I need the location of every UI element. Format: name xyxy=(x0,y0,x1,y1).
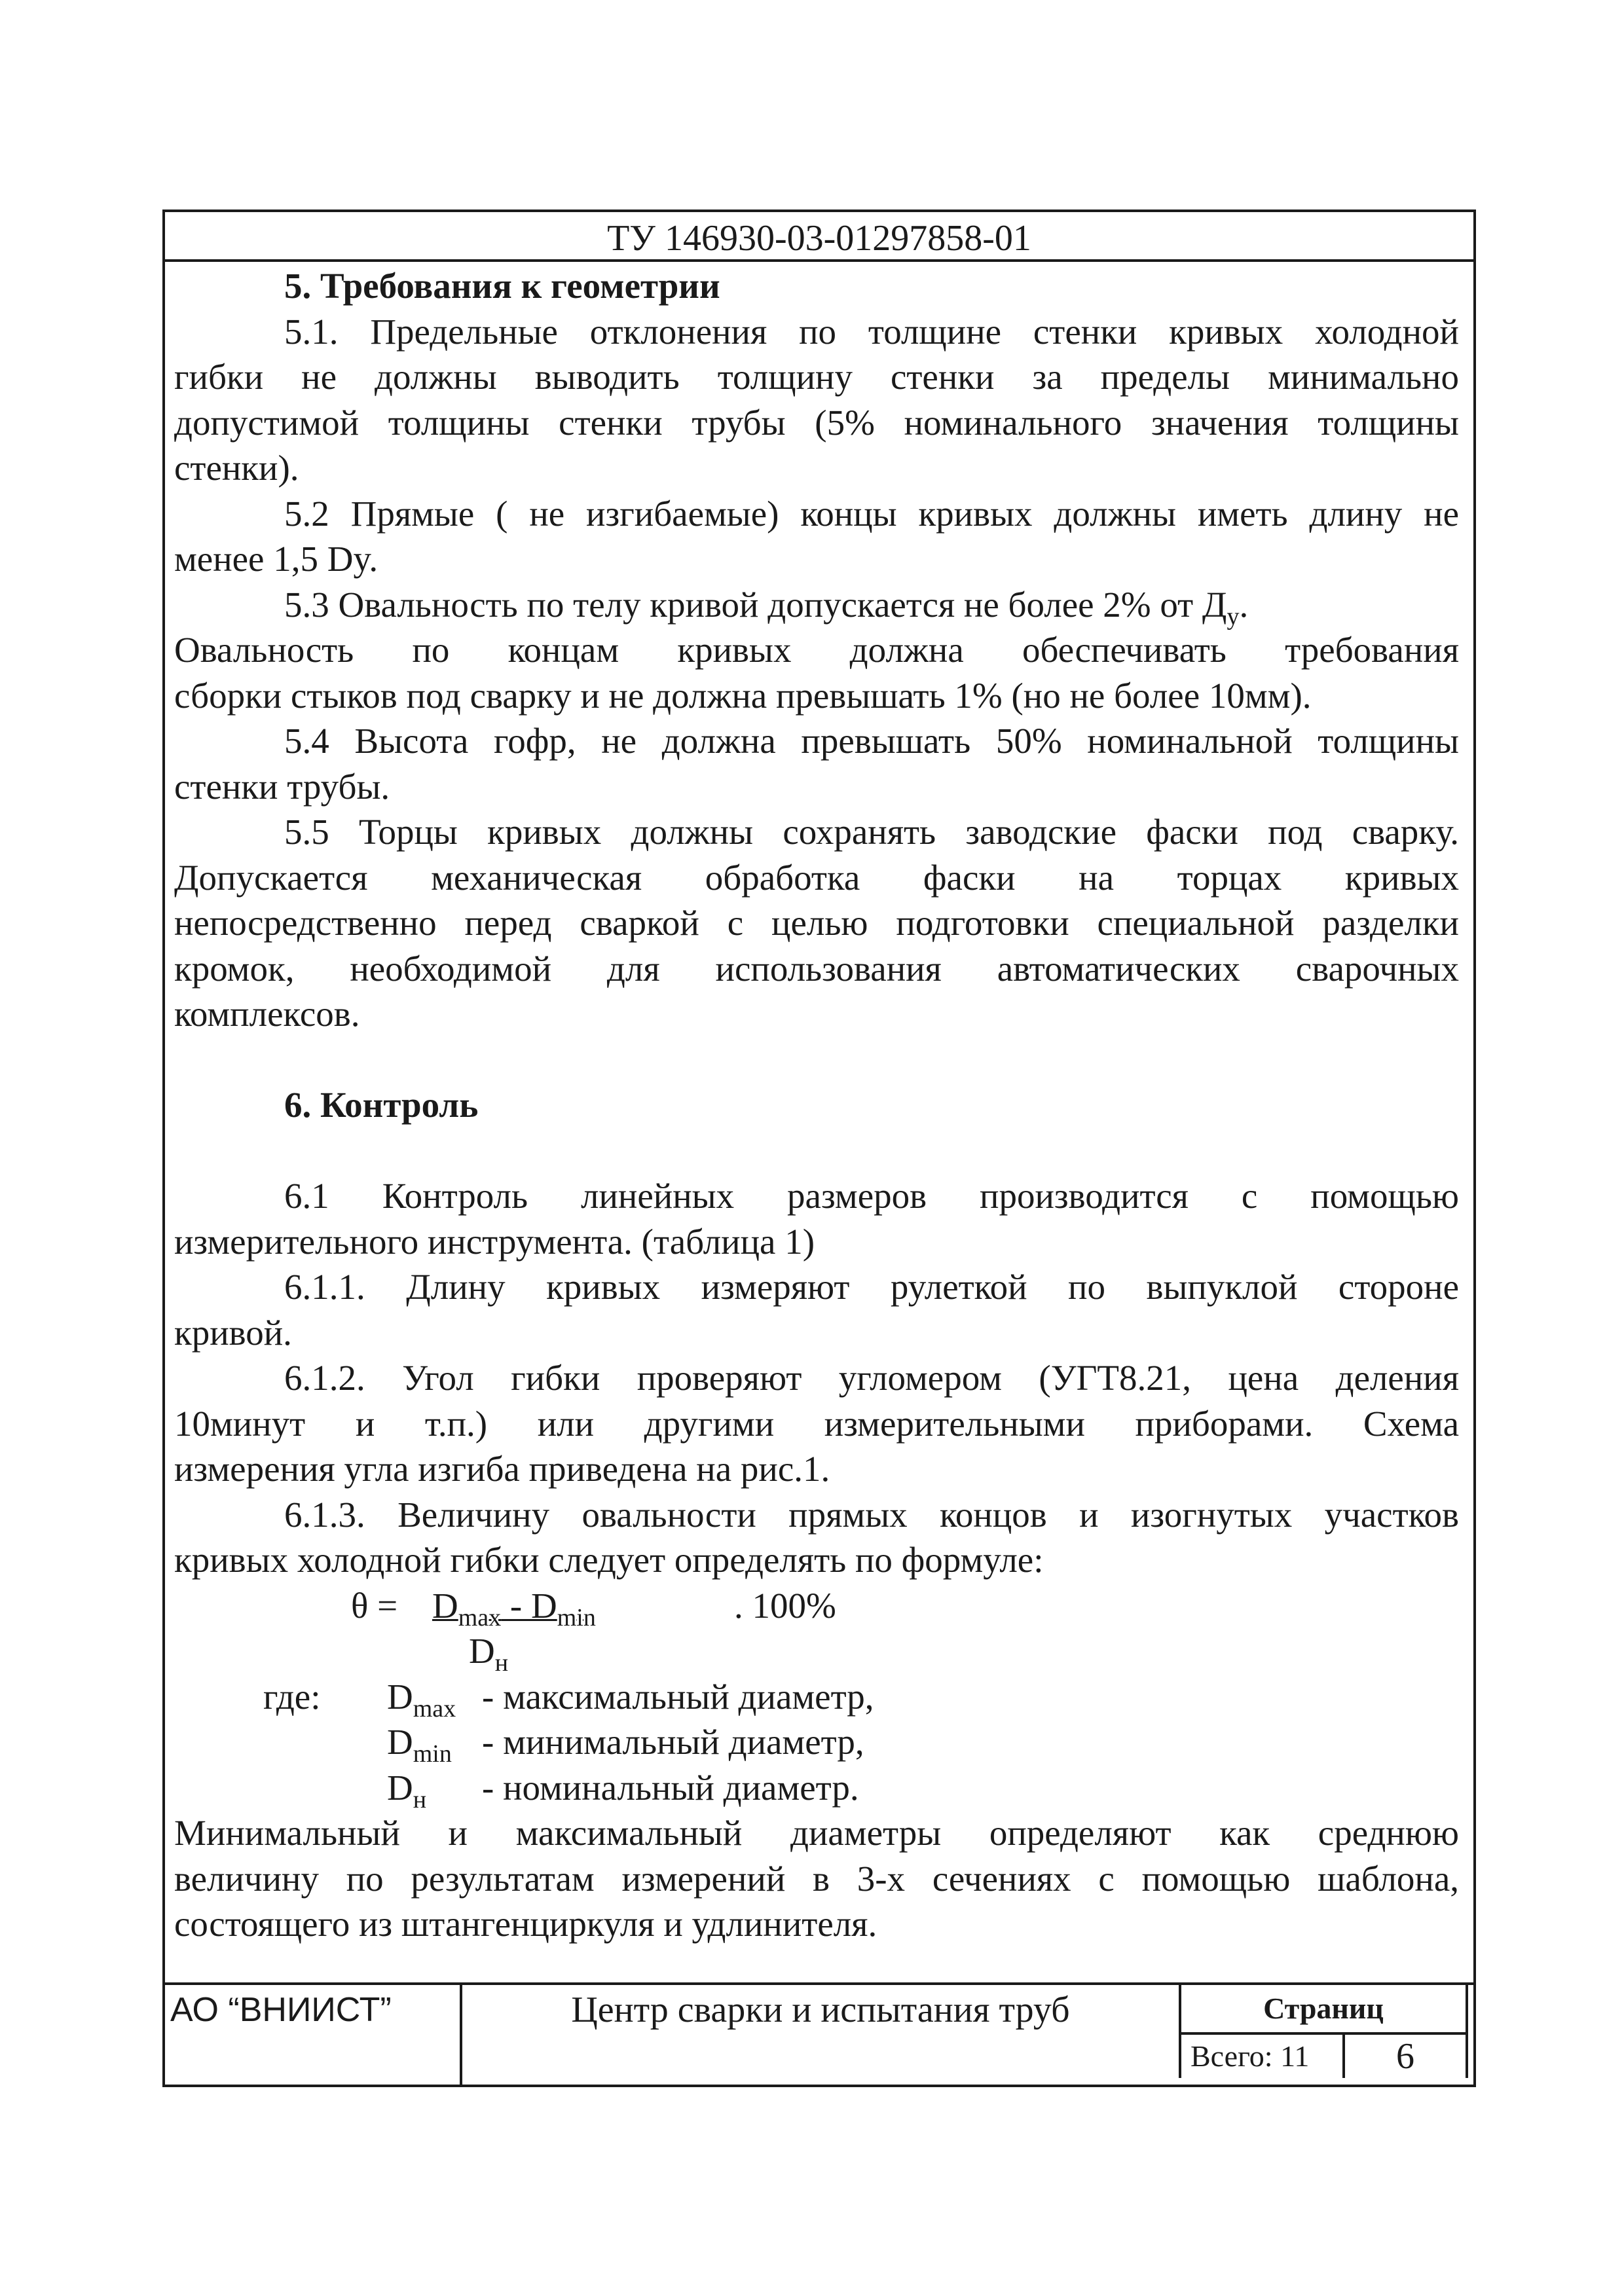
paragraph-line: 6.1.1. Длину кривых измеряют рулеткой по выпуклой стороне xyxy=(284,1267,1459,1307)
paragraph-line: 6.1.3. Величину овальности прямых концов и изогнутых участков xyxy=(284,1494,1459,1535)
paragraph-line: 10минут и т.п.) или другими измерительными приборами. Схема xyxy=(174,1403,1459,1444)
paragraph-line: 5.2 Прямые ( не изгибаемые) концы кривых должны иметь длину не xyxy=(284,493,1459,534)
page-number: 6 xyxy=(1396,2036,1414,2077)
formula-minus: - xyxy=(501,1585,531,1626)
paragraph-line: менее 1,5 Dy. xyxy=(174,539,378,579)
formula-denominator-line xyxy=(174,1628,1459,1677)
formula-dn-sub: н xyxy=(494,1649,509,1677)
pages-box xyxy=(1179,1985,1468,2078)
paragraph-line: 5.5 Торцы кривых должны сохранять заводские фаски под сварку. xyxy=(284,812,1459,852)
paragraph-line: кромок, необходимой для использования автоматических сварочных xyxy=(174,948,1459,989)
paragraph-line: непосредственно перед сваркой с целью подготовки специальной разделки xyxy=(174,903,1459,943)
ovality-formula xyxy=(174,1583,1459,1629)
paragraph-line: кривых холодной гибки следует определять по формуле: xyxy=(174,1540,1044,1580)
paragraph-line: Минимальный и максимальный диаметры определяют как среднюю xyxy=(174,1813,1459,1853)
title-block xyxy=(165,1982,1473,2085)
where-description: - номинальный диаметр. xyxy=(482,1767,859,1808)
document-body xyxy=(174,263,1459,1947)
where-description: - минимальный диаметр, xyxy=(482,1722,864,1762)
paragraph-line: состоящего из штангенциркуля и удлинителя. xyxy=(174,1904,877,1944)
paragraph-line: 5.4 Высота гофр, не должна превышать 50% номинальной толщины xyxy=(284,721,1459,761)
paragraph-line: 5.1. Предельные отклонения по толщине стенки кривых холодной xyxy=(284,311,1459,352)
paragraph-line: Овальность по концам кривых должна обеспечивать требования xyxy=(174,630,1459,670)
paragraph-line: измерения угла изгиба приведена на рис.1. xyxy=(174,1449,830,1489)
doc-code-header: ТУ 146930-03-01297858-01 xyxy=(165,212,1473,262)
subscript: у xyxy=(1227,602,1240,630)
paragraph-line: стенки трубы. xyxy=(174,766,390,807)
symbol-sub: min xyxy=(413,1740,452,1768)
total-pages: Всего: 11 xyxy=(1181,2035,1345,2078)
paragraph-text: 5.3 Овальность по телу кривой допускается не более 2% от Д xyxy=(284,584,1227,625)
document-frame xyxy=(162,210,1476,2087)
paragraph-line: 6.1 Контроль линейных размеров производится с помощью xyxy=(284,1176,1459,1216)
where-row xyxy=(174,1674,1459,1720)
paragraph-line-5-3 xyxy=(174,582,1459,628)
paragraph-text: . xyxy=(1239,584,1249,625)
where-row xyxy=(174,1719,1459,1768)
spacer xyxy=(174,1037,1459,1083)
where-row xyxy=(174,1765,1459,1811)
organization-name: АО “ВНИИСТ” xyxy=(165,1985,462,2085)
where-symbol xyxy=(387,1765,426,1823)
paragraph-line: комплексов. xyxy=(174,994,360,1034)
formula-lhs: θ = xyxy=(351,1585,398,1626)
paragraph-line: сборки стыков под сварку и не должна превышать 1% (но не более 10мм). xyxy=(174,675,1312,716)
symbol-sub: max xyxy=(413,1694,456,1722)
paragraph-line: величину по результатам измерений в 3-х сечениях с помощью шаблона, xyxy=(174,1858,1459,1899)
where-description: - максимальный диаметр, xyxy=(482,1676,874,1717)
formula-dmin-sub: min xyxy=(557,1603,596,1631)
spacer xyxy=(174,1128,1459,1174)
paragraph-line: 6.1.2. Угол гибки проверяют угломером (УГТ8.21, цена деления xyxy=(284,1358,1459,1398)
section-6-title: 6. Контроль xyxy=(284,1085,479,1125)
symbol-letter: D xyxy=(387,1767,413,1808)
section-5-title: 5. Требования к геометрии xyxy=(284,266,720,306)
pages-title: Страниц xyxy=(1181,1985,1466,2035)
paragraph-line: гибки не должны выводить толщину стенки за пределы минимально xyxy=(174,357,1459,397)
symbol-sub: н xyxy=(413,1785,427,1813)
paragraph-line: допустимой толщины стенки трубы (5% номинального значения толщины xyxy=(174,402,1459,443)
formula-dn: D xyxy=(469,1631,495,1671)
formula-dmin: D xyxy=(531,1585,557,1626)
paragraph-line: кривой. xyxy=(174,1312,292,1353)
symbol-letter: D xyxy=(387,1722,413,1762)
where-label: где: xyxy=(263,1676,321,1717)
formula-dmax-sub: max xyxy=(458,1603,502,1631)
formula-rest: . 100% xyxy=(734,1585,836,1626)
symbol-letter: D xyxy=(387,1676,413,1717)
paragraph-line: измерительного инструмента. (таблица 1) xyxy=(174,1221,815,1262)
formula-dmax: D xyxy=(432,1585,458,1626)
paragraph-line: Допускается механическая обработка фаски на торцах кривых xyxy=(174,857,1459,898)
department-name: Центр сварки и испытания труб xyxy=(571,1990,1070,2030)
paragraph-line: стенки). xyxy=(174,448,299,488)
